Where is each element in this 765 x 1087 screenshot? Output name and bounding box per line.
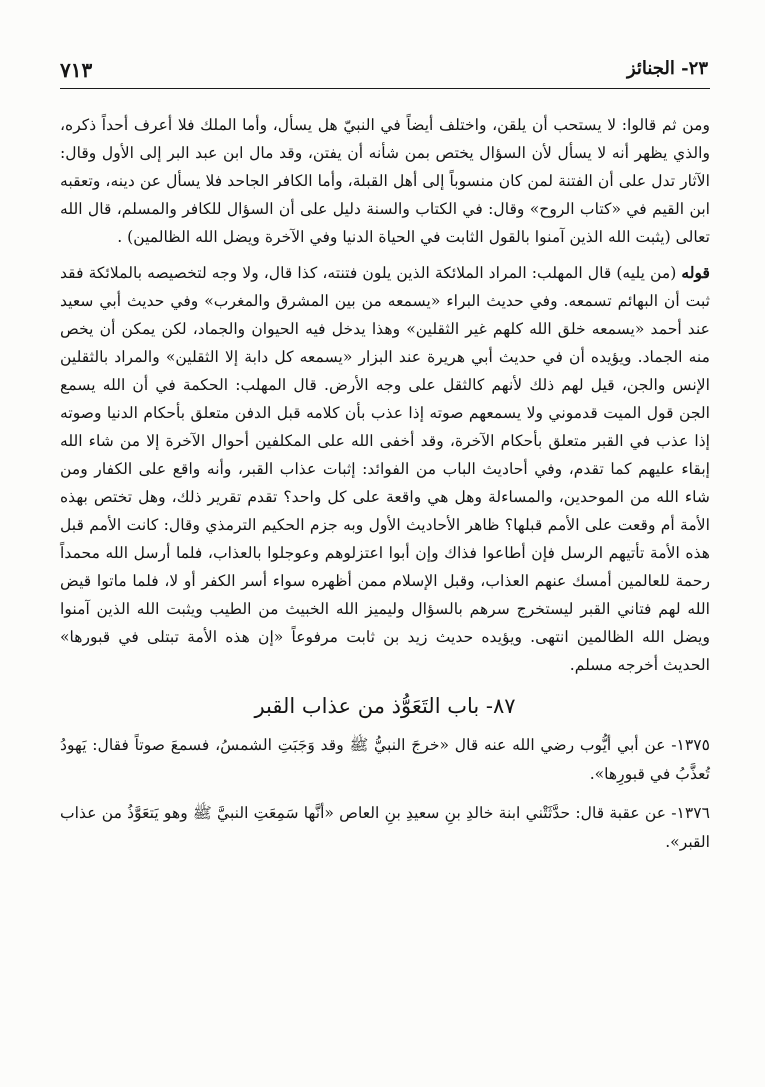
- paragraph-2-text: (من يليه) قال المهلب: المراد الملائكة الذين يلون فتنته، كذا قال، ولا وجه لتخصيصه بالملائكة فقد ثبت أن البهائم تسمعه. وفي حديث البراء «يسمعه من بين المشرق والمغرب» وفي حديث أبي سعيد عند أحمد «يسمعه خلق الله كلهم غير الثقلين» وهذا يدخل فيه الحيوان والجماد، لكن يمكن أن يخص منه الجماد. ويؤيده أن في حديث أبي هريرة عند البزار «يسمعه كل دابة إلا الثقلين» والمراد بالثقلين الإنس والجن، قيل لهم ذلك لأنهم كالثقل على وجه الأرض. قال المهلب: الحكمة في أن الله يسمع الجن قول الميت قدموني ولا يسمعهم صوته إذا عذب بأن كلامه قبل الدفن متعلق بأحكام الدنيا وصوته إذا عذب في القبر متعلق بأحكام الآخرة، وقد أخفى الله على المكلفين أحوال الآخرة إلا من شاء الله إبقاء عليهم كما تقدم، وفي أحاديث الباب من الفوائد: إثبات عذاب القبر، وأنه واقع على الكفار ومن شاء الله من الموحدين، والمساءلة وهل هي واقعة على كل واحد؟ تقدم تقرير ذلك، وهل تختص بهذه الأمة أم وقعت على الأمم قبلها؟ ظاهر الأحاديث الأول وبه جزم الحكيم الترمذي وقال: كانت الأمم قبل هذه الأمة تأتيهم الرسل فإن أطاعوا فذاك وإن أبوا اعتزلوهم وعوجلوا بالعذاب، فلما أرسل الله محمداً رحمة للعالمين أمسك عنهم العذاب، وقبل الإسلام ممن أظهره سواء أسر الكفر أو لا، فلما ماتوا قيض الله لهم فتاني القبر ليستخرج سرهم بالسؤال وليميز الله الخبيث من الطيب ويثبت الله الذين آمنوا ويضل الله الظالمين انتهى. ويؤيده حديث زيد بن ثابت مرفوعاً «إن هذه الأمة تبتلى في قبورها» الحديث أخرجه مسلم.: [60, 264, 710, 674]
- chapter-title: ٢٣- الجنائز: [626, 58, 708, 79]
- paragraph-2: [60, 259, 710, 679]
- commentary-label: قوله: [681, 263, 710, 282]
- page-number: ٧١٣: [60, 58, 93, 82]
- book-page: [60, 50, 710, 867]
- page-body: [60, 111, 710, 857]
- hadith-1376: ١٣٧٦- عن عقبة قال: حدَّثَتْني ابنة خالدِ بنِ سعيدِ بنِ العاص «أنَّها سَمِعَتِ النبيَّ ﷺ وهو يَتعَوَّذُ من عذاب القبر».: [60, 804, 710, 851]
- section-title: ٨٧- باب التَعَوُّذ من عذاب القبر: [254, 694, 516, 718]
- hadith-1375: ١٣٧٥- عن أبي أيُّوب رضي الله عنه قال «خرجَ النبيُّ ﷺ وقد وَجَبَتِ الشمسُ، فسمعَ صوتاً فقال: يَهودُ تُعذَّبُ في قبورِها».: [60, 736, 710, 783]
- paragraph-1: ومن ثم قالوا: لا يستحب أن يلقن، واختلف أيضاً في النبيّ هل يسأل، وأما الملك فلا أعرف أحداً ذكره، والذي يظهر أنه لا يسأل لأن السؤال يختص بمن شأنه أن يفتن، وقد مال ابن عبد البر إلى الأول وقال: الآثار تدل على أن الفتنة لمن كان منسوباً إلى أهل القبلة، وأما الكافر الجاحد فلا يسأل عن دينه، وتعقبه ابن القيم في «كتاب الروح» وقال: في الكتاب والسنة دليل على أن السؤال للكافر والمسلم، قال الله تعالى (يثبت الله الذين آمنوا بالقول الثابت في الحياة الدنيا وفي الآخرة ويضل الله الظالمين) .: [60, 116, 710, 246]
- page-header: [60, 50, 710, 89]
